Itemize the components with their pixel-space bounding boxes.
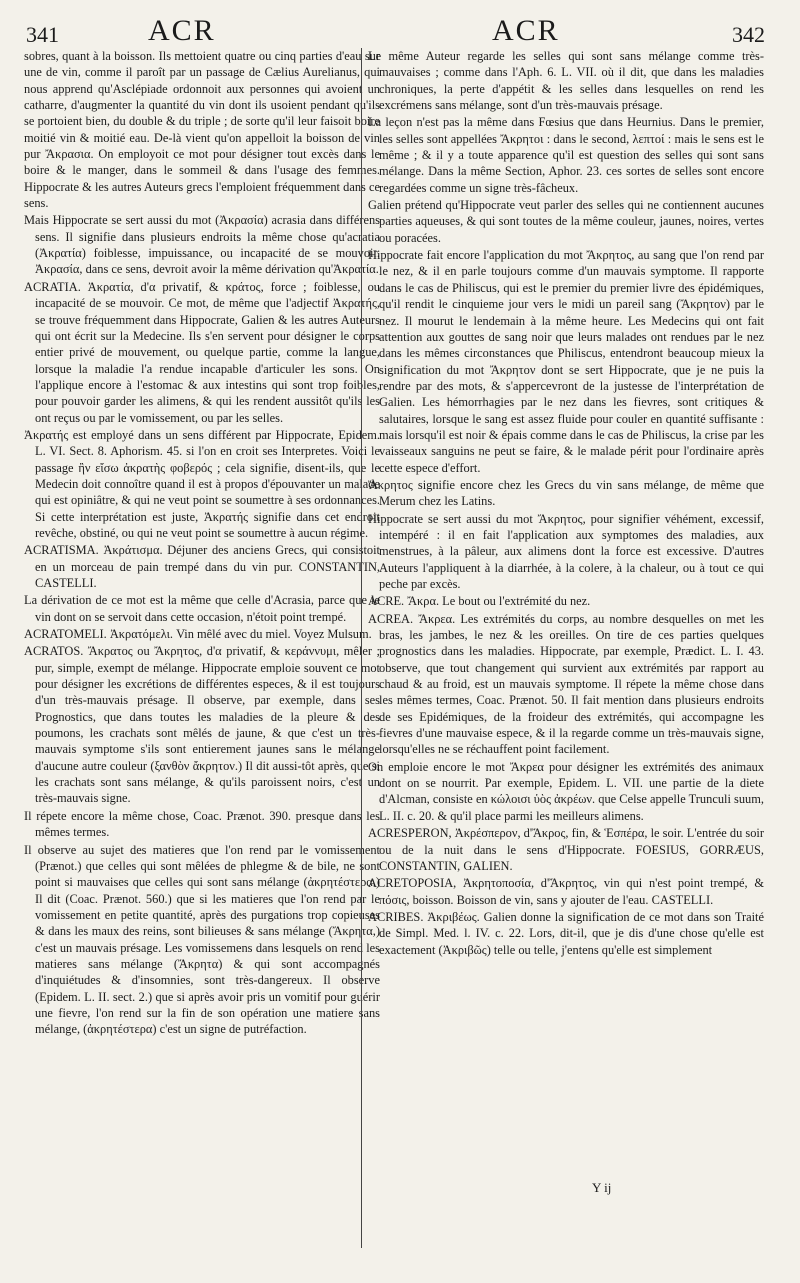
- entry-acratia: ACRATIA. Ἀκρατία, d'α privatif, & κράτος, force ; foiblesse, ou incapacité de se mouvoir. Ce mot, de même que l'adjectif Ἀκρατής, se trouve fréquemment dans Hippocrate, Galien & les autres Auteurs qui ont écrit sur la Medecine. Ils s'en servent pour désigner le corps entier privé de mouvement, ou quelque partie, comme la langue, lorsque la maladie l'a rendue incapable d'articuler les sons. On l'applique encore à l'estomac & aux intestins qui sont trop foibles, pour pouvoir garder les alimens, & qui les rendent aussitôt qu'ils les ont reçus ou par le vomissement, ou par les selles.: [24, 279, 380, 425]
- paragraph: Hippocrate se sert aussi du mot Ἄκρητος, pour signifier véhément, excessif, intempéré : il en fait l'application aux symptomes des maladies, aux menstrues, à la pâleur, aux alimens dont la force est excessive. D'autres Auteurs l'appliquent à la diarrhée, à la colere, à la chaleur, ou à tout ce qui peche par excès.: [368, 511, 764, 591]
- paragraph: Il répete encore la même chose, Coac. Prænot. 390. presque dans les mêmes termes.: [24, 808, 380, 840]
- paragraph: Mais Hippocrate se sert aussi du mot (Ἀκρασία) acrasia dans différens sens. Il signifie dans plusieurs endroits la même chose qu'acratia (Ἀκρατία) foiblesse, impuissance, ou incapacité de se mouvoir. Ἀκρασία, dans ce sens, devroit avoir la même dérivation qu'Ἀκρατία.: [24, 213, 380, 277]
- paragraph: La leçon n'est pas la même dans Fœsius que dans Heurnius. Dans le premier, les selles sont appellées Ἄκρητοι : dans le second, λεπτοί : mais le sens est le même ; & il y a toute apparence qu'il est question des selles qui sont sans mélange. Dans la même Section, Aphor. 23. ces sortes de selles sont encore regardées comme un signe très-fâcheux.: [368, 115, 764, 195]
- right-running-title: ACR: [492, 14, 560, 47]
- right-page-number: 342: [732, 22, 765, 47]
- entry-acratisma: ACRATISMA. Ἀκράτισμα. Déjuner des anciens Grecs, qui consistoit en un morceau de pain trempé dans du vin pur. CONSTANTIN, CASTELLI.: [24, 543, 380, 590]
- entry-acratomeli: ACRATOMELI. Ἀκρατόμελι. Vin mêlé avec du miel. Voyez Mulsum.: [24, 627, 372, 642]
- paragraph: On emploie encore le mot Ἄκρεα pour désigner les extrémités des animaux dont on se nourrit. Par exemple, Epidem. L. VII. une partie de la diete d'Alcman, consiste en κώλοισι ὑὸς ἀκρέων. que Celse appelle Trunculi suum, L. II. c. 20. & qu'il place parmi les meilleurs alimens.: [368, 759, 764, 823]
- paragraph: Ἄκρητος signifie encore chez les Grecs du vin sans mélange, de même que Merum chez les Latins.: [368, 477, 764, 509]
- paragraph: Galien prétend qu'Hippocrate veut parler des selles qui ne contiennent aucunes parties aqueuses, & qui sont toutes de la même couleur, jaunes, noires, vertes ou poracées.: [368, 198, 764, 245]
- entry-acribes: ACRIBES. Ἀκριβέως. Galien donne la signification de ce mot dans son Traité de Simpl. Med. l. IV. c. 22. Lors, dit-il, que je dis d'une chose qu'elle est exactement (Ἀκριβῶς) telle ou telle, j'entens qu'elle est simplement: [368, 909, 764, 957]
- entry-acresperon: ACRESPERON, Ἀκρέσπερον, d'Ἄκρος, fin, & Ἑσπέρα, le soir. L'entrée du soir ou de la nuit dans le sens d'Hippocrate. FOESIUS, GORRÆUS, CONSTANTIN, GALIEN.: [368, 826, 764, 873]
- left-column: [24, 48, 380, 1039]
- entry-acretoposia: ACRETOPOSIA, Ἀκρητοποσία, d'Ἄκρητος, vin qui n'est point trempé, & πόσις, boisson. Boisson de vin, sans y ajouter de l'eau. CASTELLI.: [368, 876, 764, 907]
- paragraph: Ἀκρατής est employé dans un sens différent par Hippocrate, Epidem. L. VI. Sect. 8. Aphorism. 45. si l'on en croit ses Interpretes. Voici le passage ἢν εἴσω ἀκρατὴς φοβερός ; cela signifie, disent-ils, que le Medecin doit connoître quand il est à propos d'épouvanter un malade qui est opiniâtre, & qui ne veut point se soumettre à ses ordonnances. Si cette interprétation est juste, Ἀκρατής signifie dans cet endroit revêche, obstiné, ou qui ne veut point se soumettre à aucun régime.: [24, 427, 380, 540]
- entry-acratos: ACRATOS. Ἄκρατος ou Ἄκρητος, d'α privatif, & κεράννυμι, mêler ; pur, simple, exempt de mélange. Hippocrate emploie souvent ce mot pour désigner les excrétions de différentes especes, & il est toujours d'un très-mauvais présage. Il observe, par exemple, dans ses Prognostics, que dans toutes les maladies de la pleure & des poumons, les crachats sont mêlés de jaune, & que c'est un très-mauvais symptome s'ils sont entierement jaunes sans le mélange d'aucune autre couleur (ξανθὸν ἄκρητον.) Il dit aussi-tôt après, que si les crachats sont sans mélange, & qu'ils paroissent noirs, c'est un très-mauvais signe.: [24, 644, 380, 806]
- paragraph: Il observe au sujet des matieres que l'on rend par le vomissement (Prænot.) que celles qui sont mêlées de phlegme & de bile, ne sont point si mauvaises que celles qui sont sans mélange (ἀκρητέστερα.) Il dit (Coac. Prænot. 560.) que si les matieres que l'on rend par le vomissement en petite quantité, après des purgations trop copieuses & dans les maux des reins, sont bilieuses & sans mélange (Ἄκρητα,) c'est un mauvais présage. Les vomissemens dans lesquels on rend les matieres sans mélange (Ἄκρητα) & qui sont accompagnés d'inquiétudes & d'insomnies, sont très-dangereux. Il observe (Epidem. L. II. sect. 2.) que si après avoir pris un vomitif pour guérir une fievre, l'on rend sur la fin de son opération une matiere sans mélange, (ἀκρητέστερα) c'est un signe de putréfaction.: [24, 842, 380, 1037]
- left-page-number: 341: [26, 22, 59, 47]
- column-divider: [361, 48, 362, 1248]
- entry-acrea: ACREA. Ἄκρεα. Les extrémités du corps, au nombre desquelles on met les bras, les jambes, le nez & les oreilles. On tire de ces parties quelques prognostics dans les maladies. Hippocrate, par exemple, Prædict. L. I. 43. observe, que tout changement qui survient aux extrémités par rapport au chaud & au froid, est un mauvais symptome. Il répete la même chose dans les mêmes termes, Coac. Prænot. 50. Il fait mention dans plusieurs endroits de ses Epidémiques, de la froideur des extrémités, qui accompagne les fievres d'une mauvaise espece, & il la regarde comme un très-mauvais signe, lorsqu'elles ne se réchauffent point facilement.: [368, 611, 764, 757]
- paragraph: La dérivation de ce mot est la même que celle d'Acrasia, parce que le vin dont on se servoit dans cette occasion, n'étoit point trempé.: [24, 593, 380, 624]
- signature-mark: Y ij: [592, 1180, 612, 1195]
- paragraph: Le même Auteur regarde les selles qui sont sans mélange comme très-mauvaises ; comme dans l'Aph. 6. L. VII. où il dit, que dans les maladies chroniques, la perte d'appétit & les selles dans lesquelles on rend les excrémens sans mélange, sont d'un très-mauvais présage.: [368, 49, 764, 113]
- paragraph: Hippocrate fait encore l'application du mot Ἄκρητος, au sang que l'on rend par le nez, & il en parle toujours comme d'un mauvais symptome. Il rapporte dans le cas de Philiscus, qui est le premier du premier livre des épidémiques, qu'il rendit le cinquieme jour vers le midi un pareil sang (Ἄκρητον) par le nez. Il mourut le lendemain à la même heure. Les Medecins qui ont fait attention aux gouttes de sang noir que leurs malades ont rendues par le nez dans les mêmes circonstances que Philiscus, entendront beaucoup mieux la signification du mot Ἄκρητον dont se sert Hippocrate, que je ne puis la rendre par des mots, & s'appercevront de la justesse de l'interprétation de Galien. Les hémorrhagies par le nez dans les fievres, sont critiques & salutaires, lorsque le sang est assez fluide pour couler en quantité suffisante : mais lorsqu'il est noir & épais comme dans le cas de Philiscus, la crise par les vaisseaux sanguins ne peut se faire, & le malade périt pour l'ordinaire après cette espece d'effort.: [368, 248, 764, 475]
- entry-acre: ACRE. Ἄκρα. Le bout ou l'extrémité du nez.: [368, 594, 591, 609]
- right-column: [368, 48, 764, 959]
- paragraph: sobres, quant à la boisson. Ils mettoient quatre ou cinq parties d'eau sur une de vin, comme il paroît par un passage de Cælius Aurelianus, qui nous apprend qu'Asclépiade ordonnoit aux personnes qui avoient un catharre, d'augmenter la quantité du vin dont ils usoient pendant qu'ils se portoient bien, du double & du triple ; de sorte qu'il leur faisoit boire moitié vin & moitié eau. De-là vient qu'on appelloit la boisson de vin pur Ἄκρασια. On employoit ce mot pour désigner tout excès dans le boire & le manger, dans le sommeil & dans l'usage des femmes. Hippocrate & les autres Auteurs grecs l'emploient fréquemment dans ce sens.: [24, 49, 380, 211]
- left-running-title: ACR: [148, 14, 216, 47]
